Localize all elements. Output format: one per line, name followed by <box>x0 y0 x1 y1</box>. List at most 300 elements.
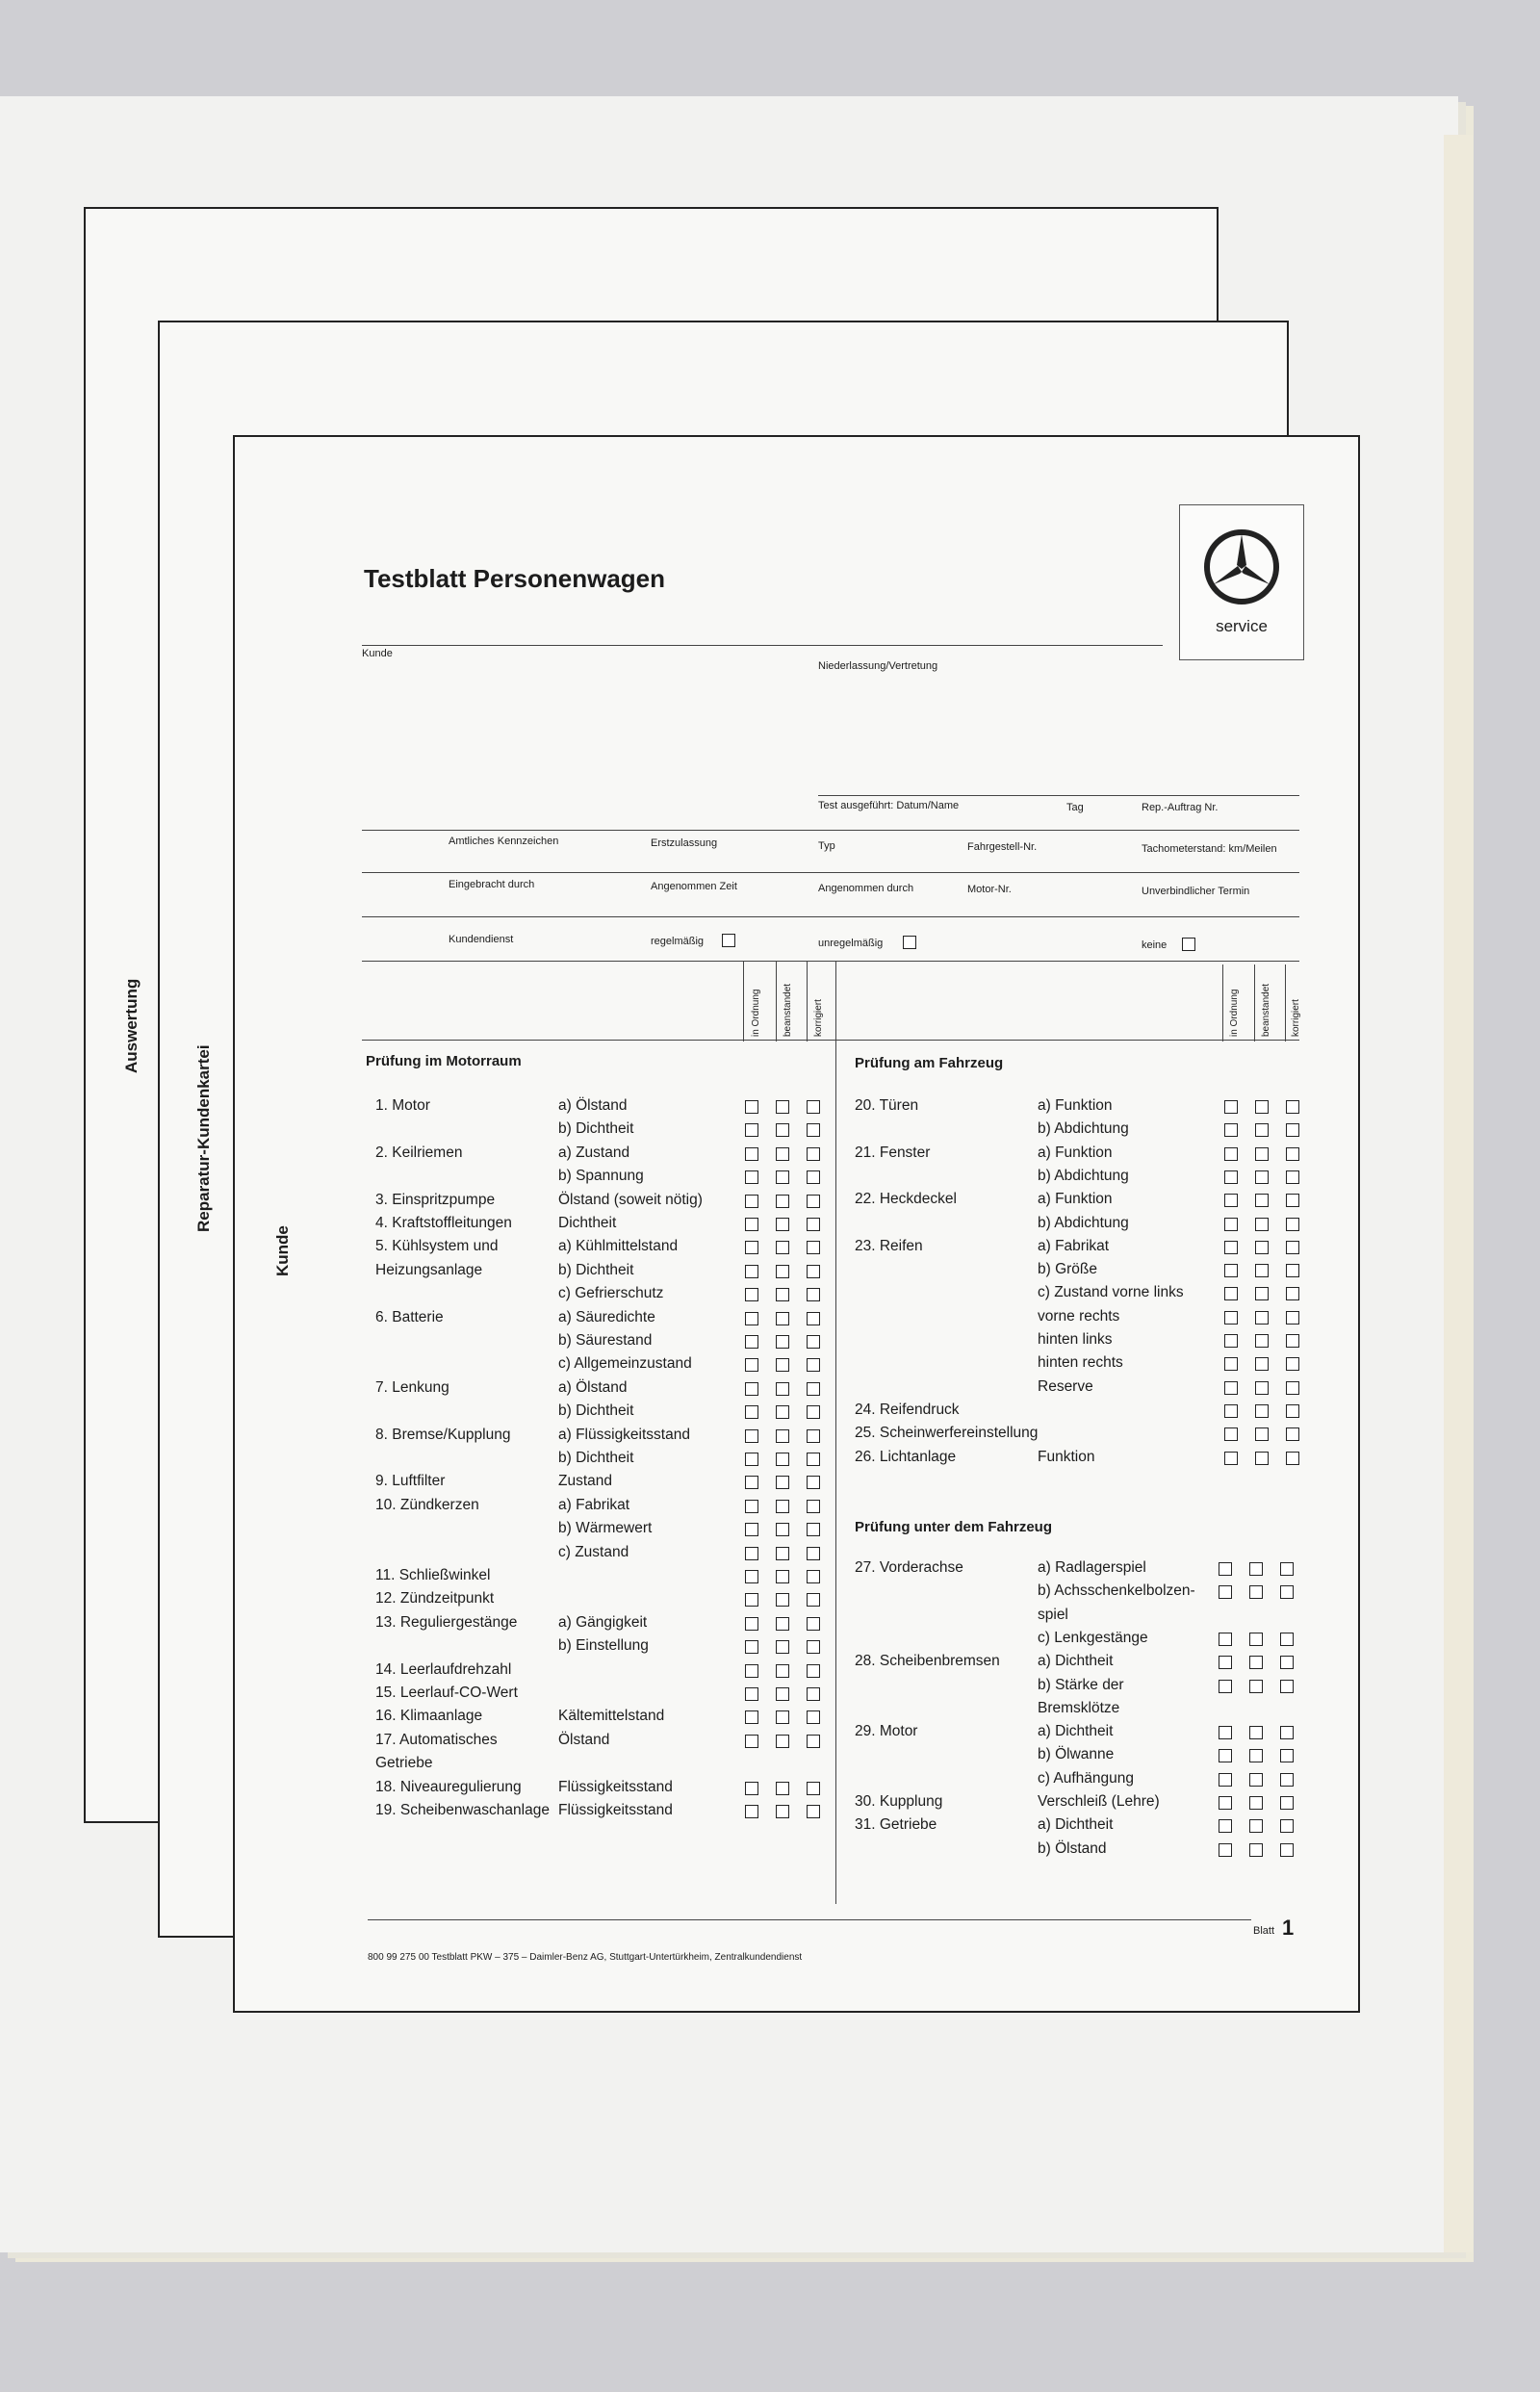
motorraum-checkbox-korrigiert[interactable] <box>807 1382 820 1396</box>
fahrzeug-item-label: 22. Heckdeckel <box>855 1191 957 1208</box>
footer-page-number: 1 <box>1282 1916 1295 1940</box>
col-divider <box>743 961 744 1042</box>
motorraum-checkbox-in-ordnung[interactable] <box>745 1735 758 1748</box>
motorraum-checkbox-korrigiert[interactable] <box>807 1218 820 1231</box>
motorraum-checkbox-korrigiert[interactable] <box>807 1312 820 1325</box>
col-divider <box>807 961 808 1042</box>
service-logo <box>1179 504 1304 660</box>
fahrzeug-checkbox-korrigiert[interactable] <box>1286 1194 1299 1207</box>
motorraum-checkbox-beanstandet[interactable] <box>776 1523 789 1536</box>
col-beanstandet: beanstandet <box>783 983 793 1037</box>
tab-auswertung: Auswertung <box>122 978 141 1073</box>
motorraum-check-point: a) Säuredichte <box>558 1308 655 1325</box>
motorraum-item-label: 19. Scheibenwaschanlage <box>375 1802 550 1818</box>
unterboden-item-label: 30. Kupplung <box>855 1793 943 1810</box>
fahrzeug-checkbox-korrigiert[interactable] <box>1286 1170 1299 1184</box>
motorraum-checkbox-beanstandet[interactable] <box>776 1288 789 1301</box>
motorraum-checkbox-beanstandet[interactable] <box>776 1593 789 1607</box>
motorraum-checkbox-beanstandet[interactable] <box>776 1640 789 1654</box>
motorraum-checkbox-korrigiert[interactable] <box>807 1782 820 1795</box>
motorraum-checkbox-in-ordnung[interactable] <box>745 1312 758 1325</box>
motorraum-checkbox-in-ordnung[interactable] <box>745 1547 758 1560</box>
unterboden-checkbox-beanstandet[interactable] <box>1249 1843 1263 1857</box>
fahrzeug-checkbox-korrigiert[interactable] <box>1286 1123 1299 1137</box>
motorraum-checkbox-korrigiert[interactable] <box>807 1358 820 1372</box>
motorraum-checkbox-korrigiert[interactable] <box>807 1335 820 1349</box>
motorraum-item-label: Getriebe <box>375 1755 433 1772</box>
motorraum-checkbox-beanstandet[interactable] <box>776 1241 789 1254</box>
unterboden-check-point: a) Dichtheit <box>1038 1723 1114 1740</box>
footer-blatt-label: Blatt <box>1253 1925 1275 1937</box>
col-divider <box>1254 965 1255 1042</box>
motorraum-checkbox-in-ordnung[interactable] <box>745 1241 758 1254</box>
motorraum-checkbox-in-ordnung[interactable] <box>745 1570 758 1583</box>
motorraum-checkbox-in-ordnung[interactable] <box>745 1453 758 1466</box>
motorraum-item-label: 18. Niveauregulierung <box>375 1778 522 1795</box>
fahrzeug-checkbox-beanstandet[interactable] <box>1255 1218 1269 1231</box>
col-in-ordnung-right: in Ordnung <box>1229 989 1240 1037</box>
motorraum-item-label: 15. Leerlauf-CO-Wert <box>375 1685 518 1701</box>
motorraum-checkbox-korrigiert[interactable] <box>807 1123 820 1137</box>
fahrzeug-checkbox-beanstandet[interactable] <box>1255 1427 1269 1441</box>
unterboden-check-point: a) Dichtheit <box>1038 1653 1114 1670</box>
unterboden-check-point: b) Ölwanne <box>1038 1746 1115 1763</box>
unterboden-checkbox-korrigiert[interactable] <box>1280 1726 1294 1739</box>
motorraum-check-point: a) Ölstand <box>558 1378 628 1396</box>
motorraum-check-point: b) Spannung <box>558 1168 644 1185</box>
unterboden-checkbox-korrigiert[interactable] <box>1280 1680 1294 1693</box>
tab-kunde: Kunde <box>273 1225 292 1276</box>
motorraum-checkbox-beanstandet[interactable] <box>776 1429 789 1443</box>
fahrzeug-checkbox-in-ordnung[interactable] <box>1224 1194 1238 1207</box>
fahrzeug-item-label: 26. Lichtanlage <box>855 1448 957 1465</box>
fahrzeug-checkbox-korrigiert[interactable] <box>1286 1311 1299 1325</box>
motorraum-check-point: Zustand <box>558 1473 613 1490</box>
motorraum-check-point: a) Zustand <box>558 1144 630 1161</box>
motorraum-check-point: b) Einstellung <box>558 1637 649 1655</box>
fahrzeug-check-point: b) Abdichtung <box>1038 1214 1129 1231</box>
motorraum-checkbox-in-ordnung[interactable] <box>745 1429 758 1443</box>
unterboden-checkbox-korrigiert[interactable] <box>1280 1819 1294 1833</box>
unterboden-checkbox-in-ordnung[interactable] <box>1219 1585 1232 1599</box>
motorraum-checkbox-in-ordnung[interactable] <box>745 1170 758 1184</box>
motorraum-checkbox-in-ordnung[interactable] <box>745 1195 758 1208</box>
footer-text: 800 99 275 00 Testblatt PKW – 375 – Daimler-Benz AG, Stuttgart-Untertürkheim, Zentralkundendienst <box>368 1952 803 1963</box>
unterboden-check-point: a) Radlagerspiel <box>1038 1559 1146 1576</box>
label-rep-auftrag: Rep.-Auftrag Nr. <box>1142 802 1219 813</box>
motorraum-check-point: b) Säurestand <box>558 1332 653 1349</box>
section-unter-fahrzeug: Prüfung unter dem Fahrzeug <box>855 1519 1053 1535</box>
section-am-fahrzeug: Prüfung am Fahrzeug <box>855 1055 1004 1071</box>
unterboden-checkbox-in-ordnung[interactable] <box>1219 1843 1232 1857</box>
fahrzeug-checkbox-beanstandet[interactable] <box>1255 1334 1269 1348</box>
fahrzeug-checkbox-korrigiert[interactable] <box>1286 1404 1299 1418</box>
fahrzeug-checkbox-korrigiert[interactable] <box>1286 1100 1299 1114</box>
fahrzeug-item-label: 23. Reifen <box>855 1237 923 1254</box>
fahrzeug-checkbox-beanstandet[interactable] <box>1255 1381 1269 1395</box>
motorraum-checkbox-beanstandet[interactable] <box>776 1687 789 1701</box>
motorraum-checkbox-korrigiert[interactable] <box>807 1453 820 1466</box>
fahrzeug-checkbox-beanstandet[interactable] <box>1255 1287 1269 1300</box>
unterboden-checkbox-beanstandet[interactable] <box>1249 1656 1263 1669</box>
unterboden-check-point: Verschleiß (Lehre) <box>1038 1793 1160 1810</box>
motorraum-checkbox-in-ordnung[interactable] <box>745 1405 758 1419</box>
unterboden-checkbox-beanstandet[interactable] <box>1249 1585 1263 1599</box>
motorraum-checkbox-korrigiert[interactable] <box>807 1735 820 1748</box>
label-kennzeichen: Amtliches Kennzeichen <box>449 836 559 847</box>
motorraum-check-point: Ölstand <box>558 1731 610 1748</box>
unterboden-checkbox-beanstandet[interactable] <box>1249 1796 1263 1810</box>
motorraum-checkbox-in-ordnung[interactable] <box>745 1100 758 1114</box>
unterboden-checkbox-beanstandet[interactable] <box>1249 1819 1263 1833</box>
motorraum-check-point: b) Dichtheit <box>558 1120 634 1138</box>
fahrzeug-checkbox-korrigiert[interactable] <box>1286 1452 1299 1465</box>
unterboden-checkbox-korrigiert[interactable] <box>1280 1796 1294 1810</box>
checkbox-regelmaessig[interactable] <box>722 934 735 947</box>
motorraum-checkbox-beanstandet[interactable] <box>776 1570 789 1583</box>
motorraum-checkbox-beanstandet[interactable] <box>776 1735 789 1748</box>
motorraum-checkbox-in-ordnung[interactable] <box>745 1288 758 1301</box>
fahrzeug-item-label: 24. Reifendruck <box>855 1401 960 1418</box>
motorraum-checkbox-in-ordnung[interactable] <box>745 1500 758 1513</box>
label-motor-nr: Motor-Nr. <box>967 884 1012 895</box>
fahrzeug-checkbox-beanstandet[interactable] <box>1255 1123 1269 1137</box>
fahrzeug-check-point: a) Fabrikat <box>1038 1237 1110 1254</box>
label-typ: Typ <box>818 840 835 852</box>
unterboden-checkbox-korrigiert[interactable] <box>1280 1585 1294 1599</box>
motorraum-check-point: c) Zustand <box>558 1543 629 1560</box>
motorraum-checkbox-beanstandet[interactable] <box>776 1782 789 1795</box>
footer-divider <box>368 1919 1251 1920</box>
motorraum-check-point: Ölstand (soweit nötig) <box>558 1191 703 1208</box>
motorraum-check-point: b) Wärmewert <box>558 1520 653 1537</box>
fahrzeug-checkbox-beanstandet[interactable] <box>1255 1311 1269 1325</box>
fahrzeug-check-point: b) Abdichtung <box>1038 1120 1129 1138</box>
col-korrigiert-right: korrigiert <box>1291 999 1301 1037</box>
fahrzeug-checkbox-korrigiert[interactable] <box>1286 1241 1299 1254</box>
motorraum-checkbox-beanstandet[interactable] <box>776 1453 789 1466</box>
motorraum-checkbox-korrigiert[interactable] <box>807 1100 820 1114</box>
checkbox-keine[interactable] <box>1182 938 1195 951</box>
fahrzeug-checkbox-in-ordnung[interactable] <box>1224 1123 1238 1137</box>
unterboden-checkbox-in-ordnung[interactable] <box>1219 1562 1232 1576</box>
motorraum-item-label: 7. Lenkung <box>375 1378 449 1396</box>
motorraum-checkbox-beanstandet[interactable] <box>776 1170 789 1184</box>
divider <box>362 645 1163 646</box>
unterboden-checkbox-beanstandet[interactable] <box>1249 1562 1263 1576</box>
label-fahrgestell: Fahrgestell-Nr. <box>967 841 1038 853</box>
fahrzeug-check-point: a) Funktion <box>1038 1097 1113 1114</box>
motorraum-checkbox-korrigiert[interactable] <box>807 1147 820 1161</box>
tab-reparatur-kundenkartei: Reparatur-Kundenkartei <box>194 1044 213 1232</box>
motorraum-check-point: a) Kühlmittelstand <box>558 1238 679 1255</box>
fahrzeug-checkbox-in-ordnung[interactable] <box>1224 1452 1238 1465</box>
unterboden-checkbox-beanstandet[interactable] <box>1249 1633 1263 1646</box>
motorraum-check-point: a) Fabrikat <box>558 1496 630 1513</box>
col-divider <box>1285 965 1286 1042</box>
motorraum-checkbox-beanstandet[interactable] <box>776 1547 789 1560</box>
motorraum-checkbox-in-ordnung[interactable] <box>745 1265 758 1278</box>
motorraum-checkbox-korrigiert[interactable] <box>807 1710 820 1724</box>
fahrzeug-checkbox-in-ordnung[interactable] <box>1224 1381 1238 1395</box>
motorraum-check-point: a) Flüssigkeitsstand <box>558 1426 690 1443</box>
motorraum-checkbox-korrigiert[interactable] <box>807 1617 820 1631</box>
motorraum-check-point: Flüssigkeitsstand <box>558 1778 673 1795</box>
fahrzeug-check-point: Reserve <box>1038 1377 1093 1395</box>
fahrzeug-checkbox-korrigiert[interactable] <box>1286 1334 1299 1348</box>
motorraum-checkbox-in-ordnung[interactable] <box>745 1123 758 1137</box>
motorraum-checkbox-in-ordnung[interactable] <box>745 1335 758 1349</box>
motorraum-item-label: 11. Schließwinkel <box>375 1567 491 1583</box>
fahrzeug-check-point: c) Zustand vorne links <box>1038 1284 1184 1301</box>
unterboden-check-point: c) Lenkgestänge <box>1038 1629 1148 1646</box>
motorraum-checkbox-korrigiert[interactable] <box>807 1288 820 1301</box>
motorraum-checkbox-in-ordnung[interactable] <box>745 1218 758 1231</box>
unterboden-check-point: a) Dichtheit <box>1038 1816 1114 1834</box>
motorraum-item-label: 13. Reguliergestänge <box>375 1613 518 1631</box>
motorraum-checkbox-korrigiert[interactable] <box>807 1265 820 1278</box>
label-angenommen-durch: Angenommen durch <box>818 883 914 894</box>
fahrzeug-checkbox-beanstandet[interactable] <box>1255 1170 1269 1184</box>
motorraum-checkbox-korrigiert[interactable] <box>807 1523 820 1536</box>
motorraum-checkbox-beanstandet[interactable] <box>776 1358 789 1372</box>
label-angenommen-zeit: Angenommen Zeit <box>651 881 737 892</box>
fahrzeug-checkbox-korrigiert[interactable] <box>1286 1147 1299 1161</box>
divider <box>362 1040 1299 1041</box>
motorraum-checkbox-in-ordnung[interactable] <box>745 1687 758 1701</box>
fahrzeug-checkbox-korrigiert[interactable] <box>1286 1427 1299 1441</box>
fahrzeug-checkbox-in-ordnung[interactable] <box>1224 1170 1238 1184</box>
fahrzeug-check-point: Funktion <box>1038 1448 1095 1465</box>
center-divider <box>835 961 836 1904</box>
motorraum-checkbox-beanstandet[interactable] <box>776 1805 789 1818</box>
motorraum-checkbox-korrigiert[interactable] <box>807 1170 820 1184</box>
motorraum-checkbox-in-ordnung[interactable] <box>745 1640 758 1654</box>
motorraum-checkbox-in-ordnung[interactable] <box>745 1523 758 1536</box>
page-title: Testblatt Personenwagen <box>364 564 666 593</box>
fahrzeug-checkbox-in-ordnung[interactable] <box>1224 1311 1238 1325</box>
divider <box>362 961 1299 962</box>
unterboden-checkbox-korrigiert[interactable] <box>1280 1633 1294 1646</box>
motorraum-checkbox-beanstandet[interactable] <box>776 1123 789 1137</box>
motorraum-item-label: 12. Zündzeitpunkt <box>375 1590 495 1608</box>
motorraum-item-label: 9. Luftfilter <box>375 1473 446 1490</box>
motorraum-checkbox-in-ordnung[interactable] <box>745 1782 758 1795</box>
label-niederlassung: Niederlassung/Vertretung <box>818 660 938 672</box>
motorraum-checkbox-beanstandet[interactable] <box>776 1312 789 1325</box>
unterboden-checkbox-beanstandet[interactable] <box>1249 1726 1263 1739</box>
fahrzeug-checkbox-in-ordnung[interactable] <box>1224 1100 1238 1114</box>
unterboden-item-label: 31. Getriebe <box>855 1816 937 1834</box>
unterboden-check-point: b) Achsschenkelbolzen- <box>1038 1582 1195 1600</box>
unterboden-checkbox-in-ordnung[interactable] <box>1219 1656 1232 1669</box>
motorraum-checkbox-beanstandet[interactable] <box>776 1664 789 1678</box>
motorraum-checkbox-korrigiert[interactable] <box>807 1664 820 1678</box>
unterboden-checkbox-in-ordnung[interactable] <box>1219 1796 1232 1810</box>
motorraum-checkbox-korrigiert[interactable] <box>807 1476 820 1489</box>
fahrzeug-checkbox-beanstandet[interactable] <box>1255 1357 1269 1371</box>
fahrzeug-checkbox-beanstandet[interactable] <box>1255 1452 1269 1465</box>
page-edge <box>1444 135 1473 2252</box>
motorraum-item-label: 14. Leerlaufdrehzahl <box>375 1660 512 1678</box>
motorraum-check-point: b) Dichtheit <box>558 1402 634 1420</box>
motorraum-checkbox-korrigiert[interactable] <box>807 1547 820 1560</box>
label-regelmaessig: regelmäßig <box>651 936 705 947</box>
unterboden-checkbox-beanstandet[interactable] <box>1249 1773 1263 1787</box>
fahrzeug-checkbox-beanstandet[interactable] <box>1255 1241 1269 1254</box>
fahrzeug-checkbox-in-ordnung[interactable] <box>1224 1241 1238 1254</box>
unterboden-check-point: b) Stärke der <box>1038 1676 1124 1693</box>
fahrzeug-checkbox-korrigiert[interactable] <box>1286 1218 1299 1231</box>
motorraum-checkbox-in-ordnung[interactable] <box>745 1147 758 1161</box>
motorraum-checkbox-korrigiert[interactable] <box>807 1570 820 1583</box>
fahrzeug-checkbox-beanstandet[interactable] <box>1255 1404 1269 1418</box>
motorraum-check-point: b) Dichtheit <box>558 1261 634 1278</box>
motorraum-checkbox-beanstandet[interactable] <box>776 1382 789 1396</box>
fahrzeug-check-point: hinten rechts <box>1038 1354 1123 1372</box>
unterboden-check-point: spiel <box>1038 1606 1068 1623</box>
unterboden-checkbox-beanstandet[interactable] <box>1249 1680 1263 1693</box>
motorraum-check-point: Flüssigkeitsstand <box>558 1802 673 1818</box>
motorraum-item-label: 6. Batterie <box>375 1308 444 1325</box>
unterboden-checkbox-korrigiert[interactable] <box>1280 1562 1294 1576</box>
motorraum-checkbox-korrigiert[interactable] <box>807 1805 820 1818</box>
unterboden-checkbox-korrigiert[interactable] <box>1280 1656 1294 1669</box>
motorraum-checkbox-korrigiert[interactable] <box>807 1429 820 1443</box>
motorraum-checkbox-in-ordnung[interactable] <box>745 1593 758 1607</box>
unterboden-checkbox-korrigiert[interactable] <box>1280 1843 1294 1857</box>
motorraum-checkbox-beanstandet[interactable] <box>776 1405 789 1419</box>
motorraum-check-point: Kältemittelstand <box>558 1708 665 1725</box>
unterboden-checkbox-in-ordnung[interactable] <box>1219 1773 1232 1787</box>
motorraum-check-point: Dichtheit <box>558 1215 617 1231</box>
motorraum-checkbox-korrigiert[interactable] <box>807 1593 820 1607</box>
fahrzeug-check-point: a) Funktion <box>1038 1144 1113 1161</box>
unterboden-checkbox-beanstandet[interactable] <box>1249 1749 1263 1762</box>
motorraum-checkbox-korrigiert[interactable] <box>807 1640 820 1654</box>
fahrzeug-checkbox-in-ordnung[interactable] <box>1224 1287 1238 1300</box>
fahrzeug-checkbox-korrigiert[interactable] <box>1286 1264 1299 1277</box>
motorraum-checkbox-beanstandet[interactable] <box>776 1265 789 1278</box>
fahrzeug-checkbox-beanstandet[interactable] <box>1255 1147 1269 1161</box>
fahrzeug-checkbox-beanstandet[interactable] <box>1255 1100 1269 1114</box>
unterboden-checkbox-in-ordnung[interactable] <box>1219 1726 1232 1739</box>
fahrzeug-checkbox-in-ordnung[interactable] <box>1224 1357 1238 1371</box>
unterboden-checkbox-in-ordnung[interactable] <box>1219 1749 1232 1762</box>
motorraum-checkbox-beanstandet[interactable] <box>776 1710 789 1724</box>
motorraum-checkbox-korrigiert[interactable] <box>807 1195 820 1208</box>
label-kundendienst: Kundendienst <box>449 934 514 945</box>
col-beanstandet-right: beanstandet <box>1261 983 1271 1037</box>
fahrzeug-checkbox-in-ordnung[interactable] <box>1224 1427 1238 1441</box>
label-tag: Tag <box>1066 802 1084 813</box>
col-divider <box>776 961 777 1042</box>
fahrzeug-checkbox-in-ordnung[interactable] <box>1224 1334 1238 1348</box>
motorraum-checkbox-korrigiert[interactable] <box>807 1687 820 1701</box>
motorraum-checkbox-beanstandet[interactable] <box>776 1195 789 1208</box>
col-korrigiert: korrigiert <box>813 999 824 1037</box>
fahrzeug-checkbox-korrigiert[interactable] <box>1286 1357 1299 1371</box>
fahrzeug-checkbox-beanstandet[interactable] <box>1255 1194 1269 1207</box>
unterboden-check-point: c) Aufhängung <box>1038 1769 1134 1787</box>
motorraum-item-label: 2. Keilriemen <box>375 1144 463 1161</box>
fahrzeug-checkbox-beanstandet[interactable] <box>1255 1264 1269 1277</box>
fahrzeug-checkbox-korrigiert[interactable] <box>1286 1381 1299 1395</box>
motorraum-checkbox-beanstandet[interactable] <box>776 1617 789 1631</box>
label-test-ausgefuehrt: Test ausgeführt: Datum/Name <box>818 800 960 811</box>
motorraum-item-label: 4. Kraftstoffleitungen <box>375 1215 512 1231</box>
unterboden-item-label: 28. Scheibenbremsen <box>855 1653 1000 1670</box>
motorraum-checkbox-korrigiert[interactable] <box>807 1241 820 1254</box>
label-keine: keine <box>1142 939 1168 951</box>
fahrzeug-checkbox-in-ordnung[interactable] <box>1224 1218 1238 1231</box>
motorraum-checkbox-in-ordnung[interactable] <box>745 1805 758 1818</box>
unterboden-checkbox-in-ordnung[interactable] <box>1219 1819 1232 1833</box>
unterboden-checkbox-korrigiert[interactable] <box>1280 1749 1294 1762</box>
motorraum-checkbox-in-ordnung[interactable] <box>745 1358 758 1372</box>
motorraum-item-label: 5. Kühlsystem und <box>375 1238 499 1255</box>
motorraum-check-point: c) Gefrierschutz <box>558 1285 664 1302</box>
motorraum-check-point: a) Ölstand <box>558 1097 628 1114</box>
checkbox-unregelmaessig[interactable] <box>903 936 916 949</box>
fahrzeug-item-label: 20. Türen <box>855 1097 919 1114</box>
label-unregelmaessig: unregelmäßig <box>818 938 884 949</box>
motorraum-checkbox-korrigiert[interactable] <box>807 1500 820 1513</box>
motorraum-checkbox-beanstandet[interactable] <box>776 1100 789 1114</box>
fahrzeug-check-point: vorne rechts <box>1038 1307 1120 1325</box>
fahrzeug-checkbox-in-ordnung[interactable] <box>1224 1147 1238 1161</box>
motorraum-item-label: Heizungsanlage <box>375 1261 483 1278</box>
unterboden-checkbox-in-ordnung[interactable] <box>1219 1680 1232 1693</box>
motorraum-checkbox-in-ordnung[interactable] <box>745 1476 758 1489</box>
fahrzeug-checkbox-in-ordnung[interactable] <box>1224 1404 1238 1418</box>
motorraum-checkbox-beanstandet[interactable] <box>776 1476 789 1489</box>
fahrzeug-checkbox-in-ordnung[interactable] <box>1224 1264 1238 1277</box>
divider <box>362 872 1299 873</box>
col-in-ordnung: in Ordnung <box>751 989 761 1037</box>
motorraum-checkbox-in-ordnung[interactable] <box>745 1664 758 1678</box>
motorraum-check-point: b) Dichtheit <box>558 1450 634 1466</box>
label-termin: Unverbindlicher Termin <box>1142 886 1250 897</box>
motorraum-item-label: 10. Zündkerzen <box>375 1496 479 1513</box>
motorraum-checkbox-beanstandet[interactable] <box>776 1147 789 1161</box>
motorraum-checkbox-beanstandet[interactable] <box>776 1335 789 1349</box>
label-tacho: Tachometerstand: km/Meilen <box>1142 843 1277 855</box>
motorraum-item-label: 3. Einspritzpumpe <box>375 1191 496 1208</box>
motorraum-checkbox-in-ordnung[interactable] <box>745 1617 758 1631</box>
logo-text: service <box>1216 617 1268 635</box>
fahrzeug-check-point: a) Funktion <box>1038 1191 1113 1208</box>
motorraum-checkbox-beanstandet[interactable] <box>776 1218 789 1231</box>
motorraum-checkbox-korrigiert[interactable] <box>807 1405 820 1419</box>
fahrzeug-checkbox-korrigiert[interactable] <box>1286 1287 1299 1300</box>
section-motorraum: Prüfung im Motorraum <box>366 1053 522 1069</box>
label-kunde: Kunde <box>362 648 393 659</box>
motorraum-checkbox-in-ordnung[interactable] <box>745 1382 758 1396</box>
unterboden-checkbox-in-ordnung[interactable] <box>1219 1633 1232 1646</box>
unterboden-check-point: b) Ölstand <box>1038 1839 1107 1857</box>
fahrzeug-item-label: 21. Fenster <box>855 1144 931 1161</box>
motorraum-checkbox-beanstandet[interactable] <box>776 1500 789 1513</box>
motorraum-item-label: 17. Automatisches <box>375 1731 498 1748</box>
motorraum-item-label: 16. Klimaanlage <box>375 1708 483 1725</box>
motorraum-checkbox-in-ordnung[interactable] <box>745 1710 758 1724</box>
label-eingebracht: Eingebracht durch <box>449 879 535 890</box>
fahrzeug-item-label: 25. Scheinwerfereinstellung <box>855 1425 1039 1442</box>
unterboden-item-label: 29. Motor <box>855 1723 918 1740</box>
unterboden-checkbox-korrigiert[interactable] <box>1280 1773 1294 1787</box>
label-erstzulassung: Erstzulassung <box>651 837 718 849</box>
